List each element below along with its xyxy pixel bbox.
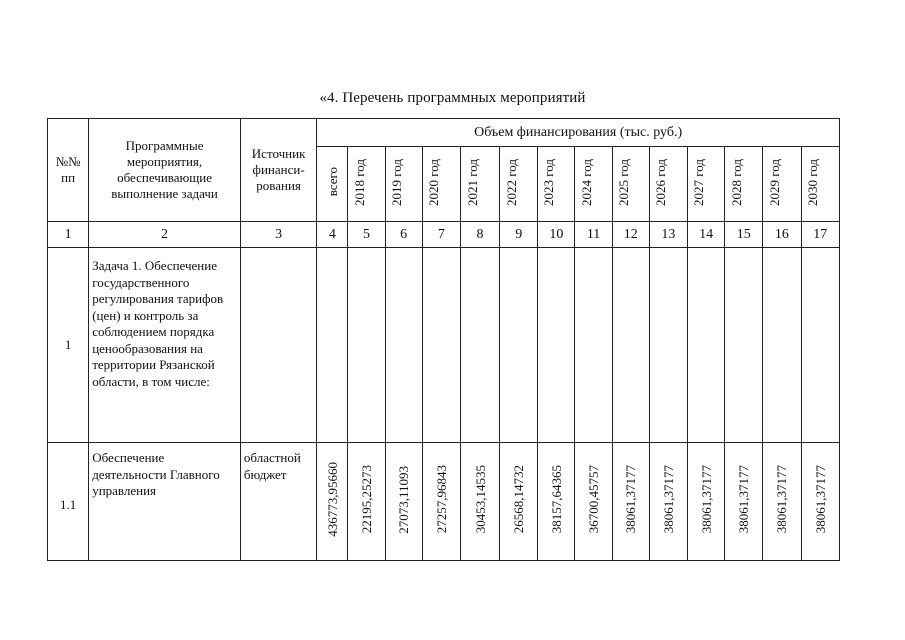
empty-cell	[460, 248, 499, 443]
header-num-label: №№ пп	[55, 154, 81, 185]
amount-value: 38157,64365	[548, 465, 564, 534]
amount-value: 436773,95660	[324, 462, 340, 537]
header-year	[500, 147, 538, 222]
amount-value: 27073,11093	[396, 465, 412, 534]
column-number: 10	[538, 222, 575, 248]
header-year	[687, 147, 724, 222]
column-number: 4	[317, 222, 348, 248]
amount-year	[538, 443, 575, 561]
amount-value: 38061,37177	[623, 465, 639, 534]
amount-year	[687, 443, 724, 561]
header-total-label: всего	[324, 167, 340, 197]
header-year-label: 2021 год	[465, 158, 481, 206]
header-total	[317, 147, 348, 222]
empty-cell	[500, 248, 538, 443]
column-number: 7	[422, 222, 460, 248]
header-year-label: 2025 год	[615, 158, 631, 206]
empty-cell	[801, 248, 840, 443]
amount-year	[460, 443, 499, 561]
amount-year	[500, 443, 538, 561]
row-source	[240, 248, 316, 443]
amount-year	[575, 443, 612, 561]
empty-cell	[649, 248, 687, 443]
column-number: 3	[240, 222, 316, 248]
amount-total	[317, 443, 348, 561]
header-year	[538, 147, 575, 222]
header-year	[649, 147, 687, 222]
header-year	[460, 147, 499, 222]
column-number: 2	[89, 222, 241, 248]
header-year-label: 2019 год	[388, 158, 404, 206]
row-number: 1.1	[48, 443, 89, 561]
amount-year	[763, 443, 801, 561]
amount-value: 38061,37177	[774, 465, 790, 534]
column-number: 6	[385, 222, 422, 248]
row-activity: Задача 1. Обеспечение государственного регулирования тарифов (цен) и контроль за соблюдением порядка ценообразования на территории Рязанской области, в том числе:	[89, 248, 241, 443]
header-funding: Объем финансирования (тыс. руб.)	[317, 119, 840, 147]
header-year-label: 2028 год	[728, 158, 744, 206]
header-year	[575, 147, 612, 222]
amount-year	[385, 443, 422, 561]
amount-year	[801, 443, 840, 561]
empty-cell	[422, 248, 460, 443]
column-number: 1	[48, 222, 89, 248]
document-title: «4. Перечень программных мероприятий	[319, 90, 586, 106]
empty-cell	[575, 248, 612, 443]
amount-year	[725, 443, 763, 561]
empty-cell	[385, 248, 422, 443]
column-number: 11	[575, 222, 612, 248]
row-number: 1	[48, 248, 89, 443]
column-number: 12	[612, 222, 649, 248]
header-year-label: 2023 год	[541, 158, 557, 206]
header-year	[763, 147, 801, 222]
header-year-label: 2026 год	[653, 158, 669, 206]
header-year	[348, 147, 385, 222]
header-year-label: 2029 год	[766, 158, 782, 206]
amount-year	[348, 443, 385, 561]
header-year-label: 2030 год	[805, 158, 821, 206]
amount-value: 26568,14732	[511, 465, 527, 534]
amount-year	[422, 443, 460, 561]
activities-table	[47, 118, 840, 561]
header-year	[725, 147, 763, 222]
header-activities-label: Программные мероприятия, обеспечивающие выполнение задачи	[111, 138, 218, 201]
amount-year	[612, 443, 649, 561]
amount-value: 38061,37177	[660, 465, 676, 534]
header-source-label: Источник финанси-рования	[251, 146, 306, 193]
amount-value: 22195,25273	[359, 465, 374, 534]
amount-value: 30453,14535	[472, 465, 488, 534]
column-number: 15	[725, 222, 763, 248]
header-year-label: 2022 год	[503, 158, 519, 206]
empty-cell	[317, 248, 348, 443]
column-number: 14	[687, 222, 724, 248]
amount-value: 38061,37177	[812, 465, 828, 534]
column-number: 16	[763, 222, 801, 248]
header-year-label: 2018 год	[351, 158, 367, 206]
empty-cell	[612, 248, 649, 443]
amount-year	[649, 443, 687, 561]
empty-cell	[538, 248, 575, 443]
row-activity: Обеспечение деятельности Главного управления	[89, 443, 241, 561]
empty-cell	[725, 248, 763, 443]
header-activities	[89, 119, 241, 222]
empty-cell	[763, 248, 801, 443]
column-number-row	[48, 222, 840, 248]
amount-value: 38061,37177	[698, 465, 714, 534]
column-number: 8	[460, 222, 499, 248]
row-source: областной бюджет	[240, 443, 316, 561]
header-source	[240, 119, 316, 222]
column-number: 13	[649, 222, 687, 248]
empty-cell	[687, 248, 724, 443]
empty-cell	[348, 248, 385, 443]
header-year-label: 2027 год	[691, 158, 707, 206]
column-number: 17	[801, 222, 840, 248]
table-row	[48, 248, 840, 443]
amount-value: 27257,96843	[433, 465, 449, 534]
column-number: 9	[500, 222, 538, 248]
amount-value: 38061,37177	[736, 465, 752, 534]
header-year-label: 2020 год	[426, 158, 442, 206]
header-year	[385, 147, 422, 222]
column-number: 5	[348, 222, 385, 248]
table-row	[48, 443, 840, 561]
amount-value: 36700,45757	[586, 465, 602, 534]
header-year	[612, 147, 649, 222]
header-year	[422, 147, 460, 222]
header-year-label: 2024 год	[578, 158, 594, 206]
header-year	[801, 147, 840, 222]
header-num	[48, 119, 89, 222]
header-row-1	[48, 119, 840, 147]
